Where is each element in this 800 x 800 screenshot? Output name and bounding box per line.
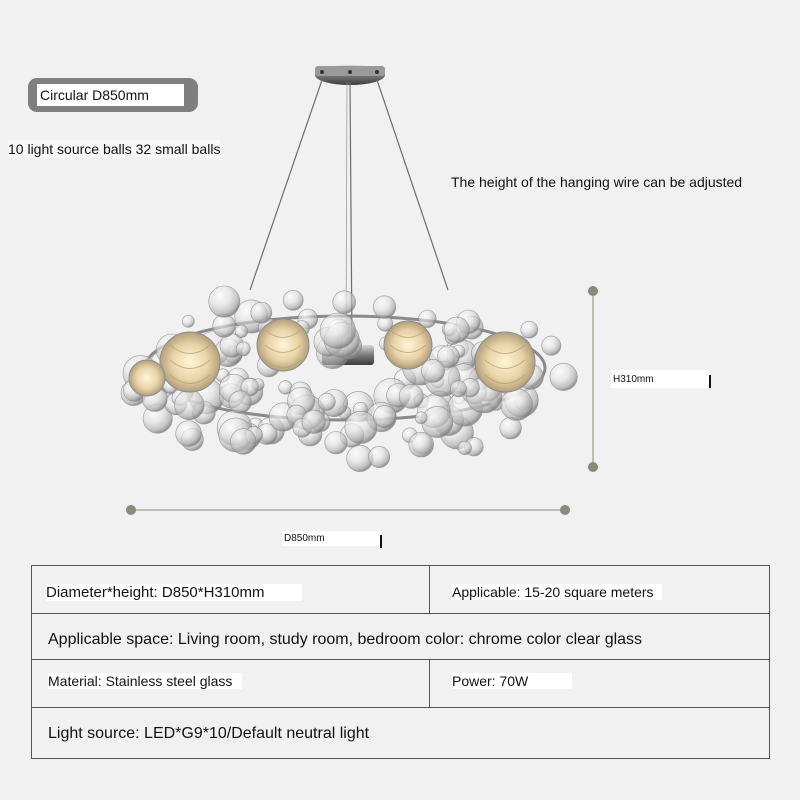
spec-power: Power: 70W (452, 673, 572, 689)
glass-ball (444, 317, 470, 343)
glass-ball (182, 315, 194, 327)
glass-ball (369, 446, 390, 467)
diameter-dimension-line (126, 505, 570, 515)
glass-ball (542, 336, 561, 355)
glass-ball (176, 421, 202, 447)
spec-row-3 (32, 660, 769, 708)
spec-light-source: Light source: LED*G9*10/Default neutral light (48, 725, 370, 742)
glass-ball (251, 302, 272, 323)
spec-table (31, 565, 770, 759)
glass-ball (399, 384, 423, 408)
spec-dimensions: Diameter*height: D850*H310mm (46, 584, 302, 601)
glass-ball (333, 291, 356, 314)
height-label: H310mm (613, 374, 654, 385)
glass-ball (235, 325, 248, 338)
glass-ball (409, 432, 434, 457)
spec-applicable-space: Applicable space: Living room, study room, bedroom color: chrome color clear glass (48, 631, 643, 648)
column-divider (429, 660, 430, 707)
diameter-label-mark (380, 535, 382, 548)
glass-ball (374, 405, 396, 427)
glass-ball (421, 359, 444, 382)
glass-ball (175, 390, 205, 420)
glass-ball (283, 290, 303, 310)
glass-ball (318, 393, 335, 410)
glass-ball (521, 321, 538, 338)
spec-row-4 (32, 708, 769, 758)
glass-ball (236, 342, 250, 356)
glass-ball (345, 411, 377, 443)
glass-ball (458, 441, 472, 455)
height-label-mark (709, 375, 711, 388)
glass-ball (325, 432, 347, 454)
badge-label: Circular D850mm (37, 84, 184, 106)
glass-ball (422, 406, 453, 437)
glass-ball (213, 314, 236, 337)
spec-material: Material: Stainless steel glass (48, 673, 242, 689)
glass-ball (501, 389, 533, 421)
column-divider (429, 566, 430, 613)
spec-row-2 (32, 614, 769, 660)
glass-ball (320, 313, 356, 349)
glass-ball (550, 363, 577, 390)
wire-note: The height of the hanging wire can be adjusted (451, 174, 743, 190)
spec-row-1 (32, 566, 769, 614)
glass-ball (450, 381, 466, 397)
glass-ball (302, 410, 325, 433)
balls-note: 10 light source balls 32 small balls (8, 141, 221, 157)
glass-ball (229, 391, 251, 413)
diameter-label: D850mm (284, 533, 325, 544)
glass-ball (373, 296, 396, 319)
spec-applicable-area: Applicable: 15-20 square meters (452, 584, 662, 600)
glass-ball (415, 412, 427, 424)
height-dimension-line (588, 286, 598, 472)
glass-ball (231, 429, 257, 455)
glass-ball (209, 286, 240, 317)
